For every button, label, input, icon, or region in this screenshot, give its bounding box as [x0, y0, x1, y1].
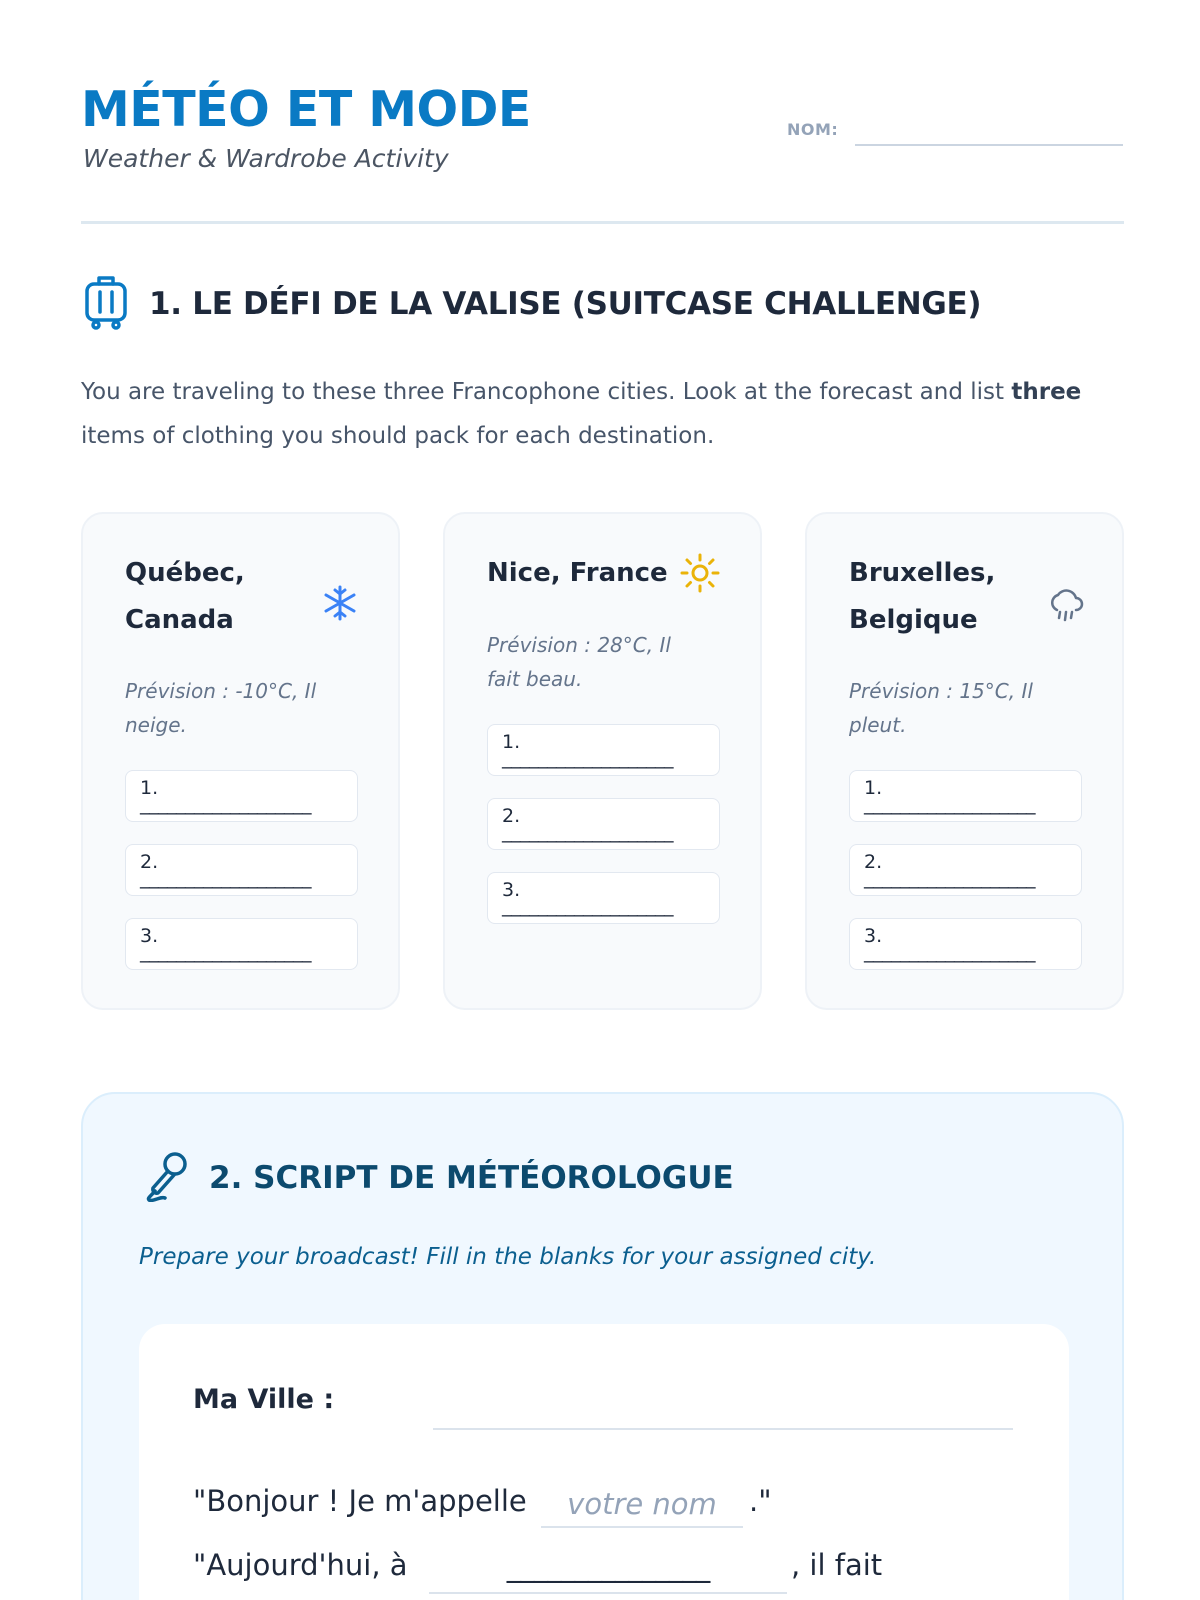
city-card-bruxelles [805, 512, 1124, 1010]
answer-field-3[interactable]: 3. ___________________ [849, 918, 1082, 970]
snowflake-icon [319, 582, 361, 624]
name-field[interactable] [855, 144, 1123, 146]
section-2-panel [81, 1092, 1124, 1600]
section-1-instructions: You are traveling to these three Francophone cities. Look at the forecast and list three items of clothing you should pack for each destination. [81, 379, 1082, 449]
emphasis-three: three [1011, 379, 1082, 405]
answer-field-3[interactable]: 3. ___________________ [125, 918, 358, 970]
section-1-title: 1. LE DÉFI DE LA VALISE (SUITCASE CHALLENGE) [149, 286, 982, 322]
answer-field-1[interactable]: 1. ___________________ [125, 770, 358, 822]
rain-cloud-icon [1045, 584, 1087, 626]
section-2-instructions: Prepare your broadcast! Fill in the blanks for your assigned city. [139, 1244, 877, 1270]
page-subtitle: Weather & Wardrobe Activity [83, 144, 449, 173]
answer-field-1[interactable]: 1. ___________________ [849, 770, 1082, 822]
microphone-icon [143, 1150, 191, 1206]
script-box [139, 1324, 1069, 1600]
script-line-1: "Bonjour ! Je m'appelle [193, 1484, 527, 1518]
answer-field-1[interactable]: 1. ___________________ [487, 724, 720, 776]
city-card-nice [443, 512, 762, 1010]
city-name: Québec, Canada [125, 558, 245, 635]
city-name: Bruxelles, Belgique [849, 558, 996, 635]
page-title: MÉTÉO ET MODE [81, 81, 531, 138]
your-name-field[interactable]: votre nom [541, 1484, 743, 1528]
name-label: NOM: [787, 120, 839, 139]
script-line-1-end: ." [749, 1484, 772, 1518]
answer-field-2[interactable]: 2. ___________________ [849, 844, 1082, 896]
answer-field-2[interactable]: 2. ___________________ [125, 844, 358, 896]
forecast-text: Prévision : 15°C, Il pleut. [849, 679, 1033, 737]
city-card-quebec [81, 512, 400, 1010]
city-label: Ma Ville : [193, 1384, 335, 1415]
forecast-text: Prévision : 28°C, Il fait beau. [487, 633, 671, 691]
section-2-heading [143, 1150, 734, 1206]
suitcase-icon [81, 274, 131, 334]
answer-field-2[interactable]: 2. ___________________ [487, 798, 720, 850]
answer-field-3[interactable]: 3. ___________________ [487, 872, 720, 924]
forecast-text: Prévision : -10°C, Il neige. [125, 679, 317, 737]
section-1-heading [81, 276, 981, 332]
city-input[interactable] [433, 1428, 1013, 1430]
section-2-title: 2. SCRIPT DE MÉTÉOROLOGUE [209, 1160, 734, 1196]
script-line-2-end: , il fait [791, 1548, 883, 1582]
city-name: Nice, France [487, 558, 668, 588]
city-blank-field[interactable]: _______________ [429, 1546, 787, 1594]
worksheet-header [81, 80, 1124, 224]
script-line-2: "Aujourd'hui, à [193, 1548, 408, 1582]
sun-icon [679, 552, 721, 594]
